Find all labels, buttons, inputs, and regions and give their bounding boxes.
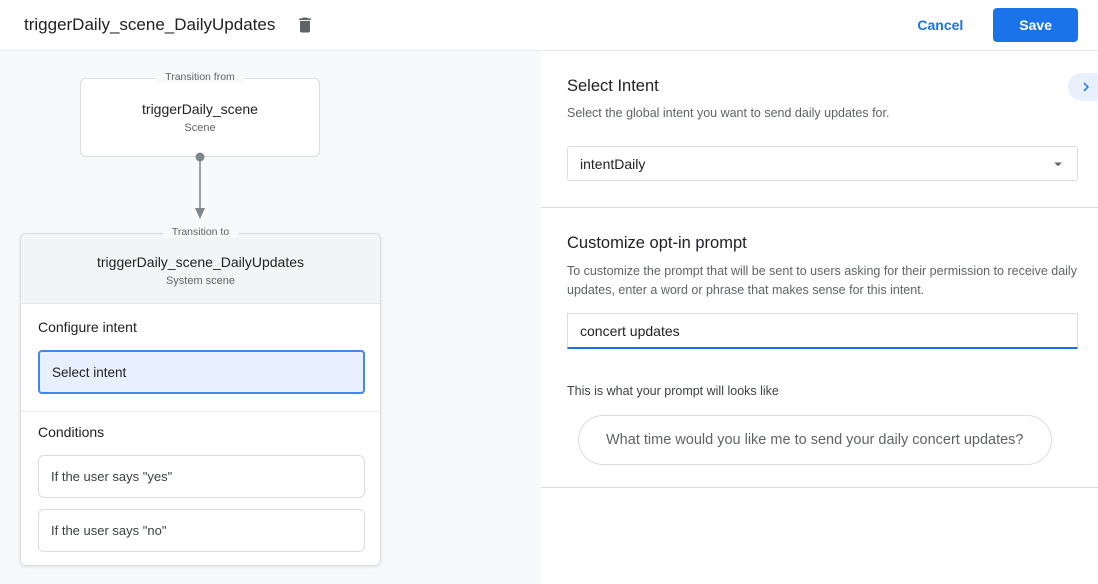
card-section-divider [21,411,380,412]
delete-button[interactable] [291,11,319,39]
select-intent-description: Select the global intent you want to send daily updates for. [567,106,890,120]
transition-arrow-icon [193,152,207,225]
dropdown-caret-icon [1049,155,1067,173]
customize-prompt-heading: Customize opt-in prompt [567,234,747,252]
transition-from-legend: Transition from [156,71,244,83]
customize-prompt-description: To customize the prompt that will be sent to users asking for their permission to receive daily updates, enter a word or phrase that makes sense for this intent. [567,264,1077,297]
prompt-preview-caption: This is what your prompt will looks like [567,384,779,398]
transition-to-card [20,226,381,566]
cancel-button[interactable]: Cancel [901,9,979,41]
configure-intent-label: Configure intent [38,319,137,335]
collapse-panel-button[interactable] [1068,73,1098,101]
panel-divider [541,487,1098,488]
intent-dropdown-value: intentDaily [580,155,646,172]
intent-dropdown[interactable] [567,146,1078,181]
prompt-preview-bubble: What time would you like me to send your daily concert updates? [578,415,1052,465]
select-intent-heading: Select Intent [567,77,659,95]
conditions-label: Conditions [38,424,105,440]
page-title: triggerDaily_scene_DailyUpdates [24,15,276,34]
condition-no-box[interactable]: If the user says "no" [38,509,365,552]
select-intent-box[interactable]: Select intent [38,350,365,394]
to-scene-name: triggerDaily_scene_DailyUpdates [97,254,304,270]
to-scene-type: System scene [165,275,236,287]
top-bar [0,0,1098,51]
panel-divider [541,207,1098,208]
chevron-right-icon [1077,78,1095,96]
from-scene-type: Scene [184,122,216,134]
opt-in-phrase-input[interactable] [567,313,1078,349]
intent-editor-panel [541,51,1098,584]
scene-diagram-panel [0,51,541,584]
transition-from-node[interactable] [80,71,320,157]
transition-to-legend: Transition to [163,226,238,238]
trash-icon [295,15,315,35]
transition-to-header [21,226,380,304]
save-button[interactable]: Save [993,8,1078,42]
condition-yes-box[interactable]: If the user says "yes" [38,455,365,498]
from-scene-name: triggerDaily_scene [142,101,258,117]
